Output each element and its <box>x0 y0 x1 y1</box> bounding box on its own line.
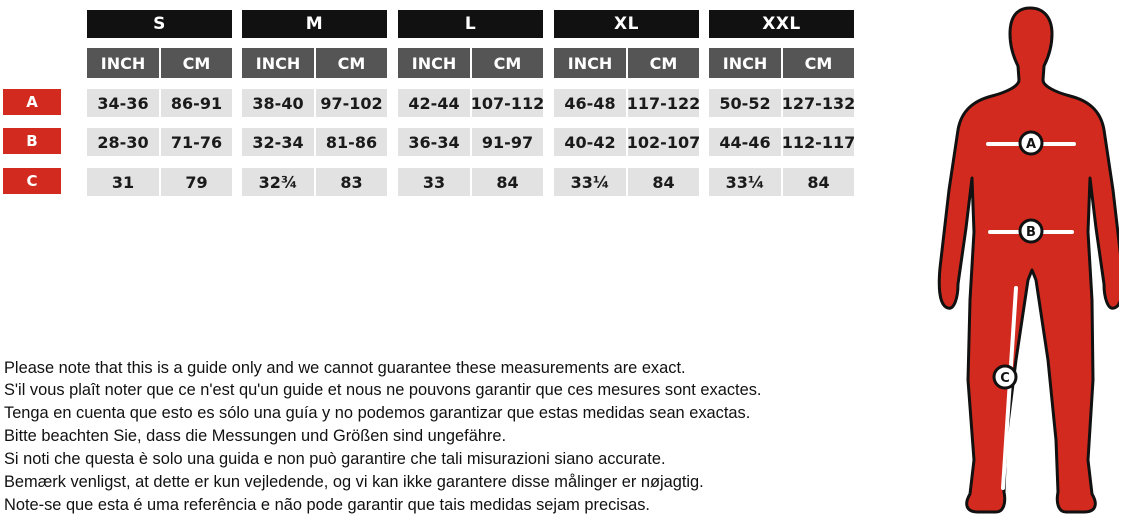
unit-header-cm: CM <box>316 48 387 78</box>
cell-a-m-cm: 97-102 <box>316 89 387 117</box>
cell-a-l-cm: 107-112 <box>472 89 543 117</box>
cell-a-s-inch: 34-36 <box>87 89 159 117</box>
body-figure <box>935 4 1119 522</box>
cell-a-l-inch: 42-44 <box>398 89 470 117</box>
marker-b <box>1020 220 1042 242</box>
cell-c-xl-cm: 84 <box>628 168 699 196</box>
cell-b-s-cm: 71-76 <box>161 128 232 156</box>
cell-c-s-cm: 79 <box>161 168 232 196</box>
size-header-m: M <box>242 10 387 38</box>
size-header-s: S <box>87 10 232 38</box>
unit-header-cm: CM <box>472 48 543 78</box>
cell-c-l-cm: 84 <box>472 168 543 196</box>
cell-b-xl-cm: 102-107 <box>628 128 699 156</box>
unit-header-cm: CM <box>161 48 232 78</box>
cell-c-xxl-cm: 84 <box>783 168 854 196</box>
cell-b-l-inch: 36-34 <box>398 128 470 156</box>
cell-b-xxl-cm: 112-117 <box>783 128 854 156</box>
marker-a <box>1020 132 1042 154</box>
svg-text:C: C <box>1000 371 1010 386</box>
disclaimer-da: Bemærk venligst, at dette er kun vejledende, og vi kan ikke garantere disse målinger er nøjagtig. <box>4 473 704 491</box>
cell-a-xl-cm: 117-122 <box>628 89 699 117</box>
svg-text:B: B <box>1026 225 1036 240</box>
cell-b-s-inch: 28-30 <box>87 128 159 156</box>
unit-header-inch: INCH <box>709 48 781 78</box>
row-label-c: C <box>3 168 61 194</box>
row-label-b: B <box>3 128 61 154</box>
cell-c-s-inch: 31 <box>87 168 159 196</box>
cell-c-xl-inch: 33¼ <box>554 168 626 196</box>
row-label-a: A <box>3 89 61 115</box>
disclaimer-en: Please note that this is a guide only and we cannot guarantee these measurements are exact. <box>4 359 686 377</box>
cell-a-xl-inch: 46-48 <box>554 89 626 117</box>
disclaimer-es: Tenga en cuenta que esto es sólo una guía y no podemos garantizar que estas medidas sean exactas. <box>4 404 751 422</box>
cell-a-xxl-inch: 50-52 <box>709 89 781 117</box>
cell-a-m-inch: 38-40 <box>242 89 314 117</box>
size-header-xxl: XXL <box>709 10 854 38</box>
disclaimer-pt: Note-se que esta é uma referência e não pode garantir que tais medidas sejam precisas. <box>4 496 650 514</box>
cell-b-xl-inch: 40-42 <box>554 128 626 156</box>
marker-c <box>994 366 1016 388</box>
disclaimer-de: Bitte beachten Sie, dass die Messungen und Größen sind ungefähre. <box>4 427 507 445</box>
cell-b-xxl-inch: 44-46 <box>709 128 781 156</box>
disclaimer-it: Si noti che questa è solo una guida e non può garantire che tali misurazioni siano accurate. <box>4 450 666 468</box>
unit-header-inch: INCH <box>398 48 470 78</box>
disclaimer-fr: S'il vous plaît noter que ce n'est qu'un guide et nous ne pouvons garantir que ces mesures sont exactes. <box>4 381 762 399</box>
cell-a-xxl-cm: 127-132 <box>783 89 854 117</box>
figure-body <box>939 8 1119 512</box>
unit-header-cm: CM <box>628 48 699 78</box>
cell-c-m-inch: 32¾ <box>242 168 314 196</box>
size-header-xl: XL <box>554 10 699 38</box>
cell-a-s-cm: 86-91 <box>161 89 232 117</box>
svg-text:A: A <box>1025 137 1037 152</box>
cell-b-m-cm: 81-86 <box>316 128 387 156</box>
unit-header-inch: INCH <box>242 48 314 78</box>
unit-header-inch: INCH <box>87 48 159 78</box>
cell-c-m-cm: 83 <box>316 168 387 196</box>
cell-b-m-inch: 32-34 <box>242 128 314 156</box>
cell-b-l-cm: 91-97 <box>472 128 543 156</box>
unit-header-inch: INCH <box>554 48 626 78</box>
cell-c-xxl-inch: 33¼ <box>709 168 781 196</box>
unit-header-cm: CM <box>783 48 854 78</box>
size-header-l: L <box>398 10 543 38</box>
cell-c-l-inch: 33 <box>398 168 470 196</box>
